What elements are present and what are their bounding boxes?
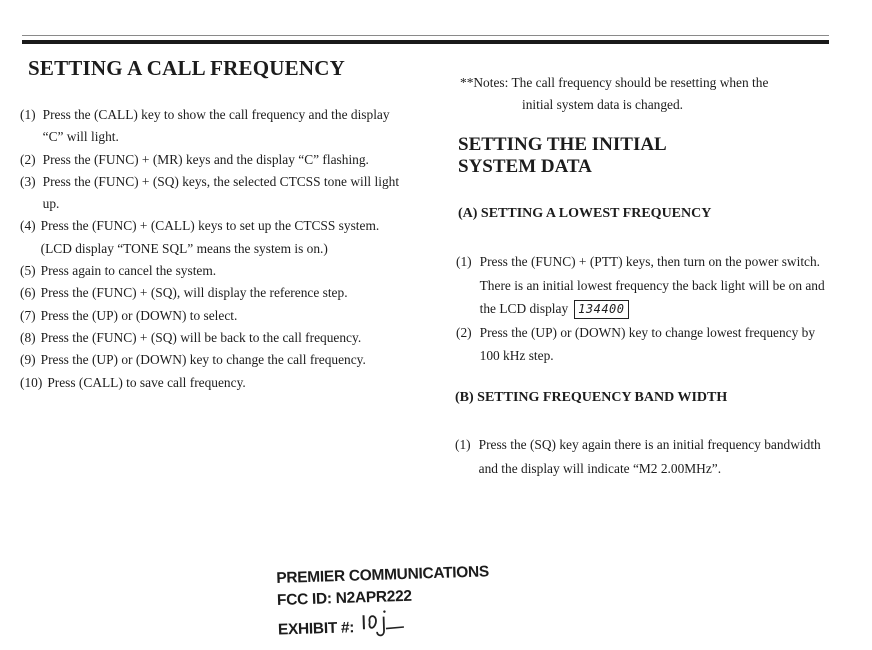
- step-text: Press the (FUNC) + (SQ) keys, the selected CTCSS tone will light up.: [42, 173, 400, 212]
- section-a-heading: (A) SETTING A LOWEST FREQUENCY: [458, 206, 712, 221]
- list-item: [20, 305, 400, 327]
- list-item: [20, 149, 400, 171]
- step-number: (7): [20, 307, 36, 323]
- step-text: Press the (CALL) key to show the call frequency and the display “C” will light.: [42, 107, 390, 145]
- step-text: Press the (FUNC) + (SQ) will be back to the call frequency.: [40, 329, 362, 345]
- step-text: Press the (FUNC) + (SQ), will display the reference step.: [40, 285, 348, 301]
- stamp-company: PREMIER COMMUNICATIONS: [276, 563, 490, 587]
- step-number: (1): [455, 437, 471, 452]
- list-item: [20, 215, 400, 260]
- step-number: (9): [20, 352, 36, 368]
- title-line1: SETTING THE INITIAL: [458, 134, 667, 155]
- step-text: Press the (SQ) key again there is an initial frequency bandwidth and the display will indicate “M2 2.00MHz”.: [478, 437, 821, 476]
- section-b-heading: (B) SETTING FREQUENCY BAND WIDTH: [455, 390, 728, 405]
- notes-text-line2: initial system data is changed.: [522, 97, 684, 112]
- list-item: [20, 104, 400, 149]
- title-line2: SYSTEM DATA: [458, 156, 592, 177]
- step-number: (8): [20, 329, 36, 345]
- call-frequency-title: SETTING A CALL FREQUENCY: [28, 56, 345, 80]
- step-text: Press the (UP) or (DOWN) key to change lowest frequency by 100 kHz step.: [479, 324, 816, 363]
- list-item: [20, 327, 400, 349]
- top-thin-rule: [22, 35, 829, 36]
- step-number: (6): [20, 285, 36, 301]
- step-text: Press the (UP) or (DOWN) key to change the call frequency.: [40, 352, 366, 368]
- step-text: Press the (FUNC) + (CALL) keys to set up the CTCSS system. (LCD display “TONE SQL” means the system is on.): [40, 218, 380, 256]
- step-text-body: Press the (FUNC) + (PTT) keys, then turn on the power switch. There is an initial lowest frequency the back light will be on and the LCD display: [479, 254, 825, 316]
- stamp-exhibit: [277, 605, 491, 649]
- list-item: [20, 260, 400, 282]
- step-number: (1): [456, 254, 472, 269]
- notes: [460, 72, 830, 116]
- call-frequency-steps: [20, 104, 400, 394]
- stamp-exhibit-label: EXHIBIT #:: [277, 619, 355, 639]
- list-item: [20, 282, 400, 304]
- step-number: (1): [20, 107, 36, 122]
- step-text: Press the (UP) or (DOWN) to select.: [40, 307, 238, 323]
- notes-label: **Notes:: [460, 75, 509, 90]
- step-number: (3): [20, 173, 36, 189]
- list-item: [455, 433, 825, 480]
- notes-text-line1: The call frequency should be resetting when the: [511, 75, 769, 90]
- initial-system-data-title: [458, 134, 788, 178]
- section-b-steps: [455, 433, 825, 480]
- section-a-steps: [456, 250, 826, 368]
- fcc-exhibit-stamp: [276, 561, 491, 649]
- top-rule: [22, 40, 829, 44]
- list-item: [20, 349, 400, 371]
- step-number: (2): [456, 324, 472, 340]
- step-number: (10): [20, 374, 43, 390]
- step-number: (5): [20, 263, 36, 279]
- handwritten-exhibit-number: [360, 608, 407, 646]
- step-text: Press the (FUNC) + (MR) keys and the display “C” flashing.: [42, 151, 369, 167]
- step-text: [480, 250, 826, 321]
- list-item: [456, 321, 826, 368]
- list-item: [20, 372, 400, 394]
- stamp-fcc-id: FCC ID: N2APR222: [276, 587, 412, 609]
- step-text: Press (CALL) to save call frequency.: [47, 374, 246, 390]
- step-text: Press again to cancel the system.: [40, 263, 217, 279]
- step-number: (4): [20, 218, 36, 234]
- list-item: [20, 171, 400, 216]
- list-item: [456, 250, 826, 321]
- lcd-display: 134400: [574, 300, 628, 319]
- step-number: (2): [20, 151, 36, 167]
